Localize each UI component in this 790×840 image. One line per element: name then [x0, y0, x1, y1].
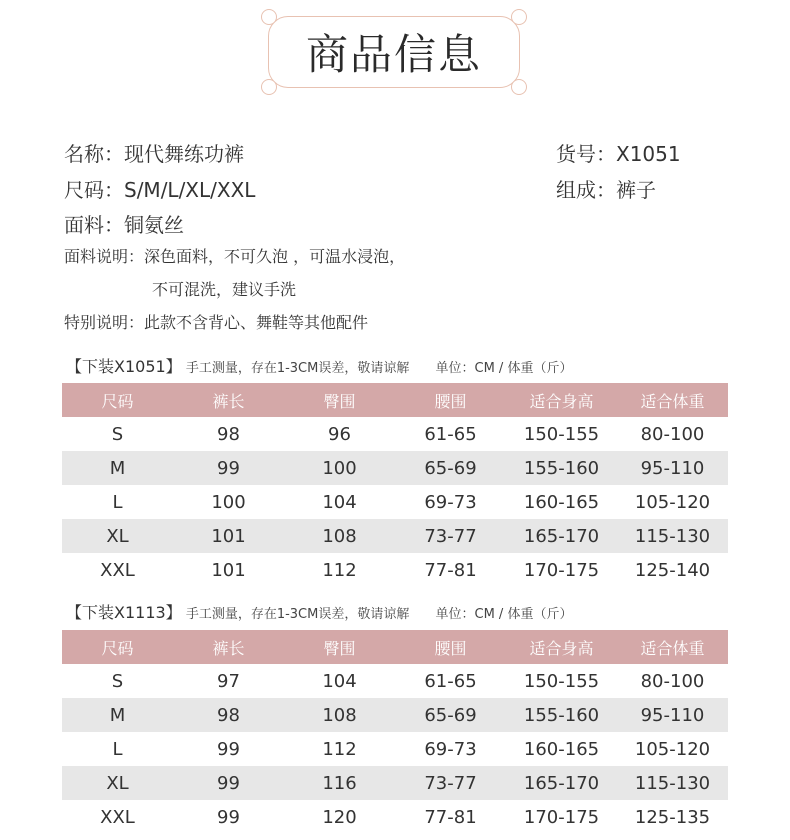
- table-row: [62, 732, 728, 766]
- table-cell: 170-175: [523, 559, 600, 581]
- table-cell: 65-69: [395, 451, 506, 485]
- table-cell: 116: [284, 766, 395, 800]
- table-caption-note: 手工测量，存在1-3CM误差，敬请谅解: [185, 361, 410, 376]
- table-cell: 105-120: [634, 738, 711, 760]
- table-caption-unit: 单位：CM / 体重（斤）: [435, 607, 573, 622]
- table-cell: 105-120: [634, 491, 711, 513]
- table-cell: 69-73: [424, 491, 477, 513]
- code-label: 货号：: [556, 142, 616, 166]
- header-cell: 臀围: [284, 630, 395, 664]
- table-cell: 100: [284, 451, 395, 485]
- table-cell: 108: [284, 519, 395, 553]
- fabric-label: 面料：: [64, 213, 124, 237]
- special-value: 此款不含背心、舞鞋等其他配件: [144, 313, 369, 332]
- special-note: [64, 310, 368, 333]
- product-fabric: [64, 209, 184, 238]
- table-cell: 115-130: [617, 519, 728, 553]
- table-cell: S: [111, 423, 124, 445]
- table-cell: 112: [322, 738, 357, 760]
- product-sizes: [64, 174, 255, 203]
- table-caption: [66, 354, 572, 377]
- table-cell: 95-110: [617, 698, 728, 732]
- header-cell: 适合身高: [506, 383, 617, 417]
- fabric-desc-label: 面料说明：: [64, 247, 145, 266]
- table-cell: L: [112, 738, 123, 760]
- product-composition: [556, 174, 656, 203]
- table-cell: 99: [217, 738, 240, 760]
- size-value: S/M/L/XL/XXL: [124, 178, 256, 202]
- fabric-description-line2: 不可混洗，建议手洗: [152, 280, 297, 299]
- table-cell: 73-77: [395, 519, 506, 553]
- table-cell: M: [62, 698, 173, 732]
- table-cell: 150-155: [523, 423, 600, 445]
- table-cell: 65-69: [395, 698, 506, 732]
- table-cell: 98: [173, 698, 284, 732]
- table-cell: 165-170: [506, 519, 617, 553]
- header-cell: 适合体重: [617, 630, 728, 664]
- table-cell: 150-155: [523, 670, 600, 692]
- table-cell: 80-100: [640, 670, 705, 692]
- product-code: [556, 138, 681, 167]
- table-cell: 104: [322, 670, 357, 692]
- composition-value: 裤子: [616, 178, 656, 202]
- table-cell: M: [62, 451, 173, 485]
- header-cell: 臀围: [284, 383, 395, 417]
- table-row: [62, 417, 728, 451]
- table-cell: 61-65: [424, 670, 477, 692]
- frame-corner: [261, 79, 277, 95]
- table-cell: 98: [217, 423, 240, 445]
- header-cell: 尺码: [62, 383, 173, 417]
- table-row: [62, 698, 728, 732]
- page-title: 商品信息: [305, 30, 482, 79]
- table-row: [62, 664, 728, 698]
- frame-corner: [511, 9, 527, 25]
- header-cell: 裤长: [173, 630, 284, 664]
- fabric-value: 铜氨丝: [124, 213, 184, 237]
- title-frame: [268, 16, 520, 88]
- table-caption-title: 【下装X1113】: [66, 603, 182, 622]
- table-cell: 104: [322, 491, 357, 513]
- frame-corner: [261, 9, 277, 25]
- table-cell: 61-65: [424, 423, 477, 445]
- table-cell: 108: [284, 698, 395, 732]
- table-cell: 100: [211, 491, 246, 513]
- table-cell: 170-175: [523, 806, 600, 828]
- table-cell: XXL: [100, 806, 135, 828]
- table-row: [62, 485, 728, 519]
- table-cell: 69-73: [424, 738, 477, 760]
- table-cell: 97: [217, 670, 240, 692]
- product-name: [64, 138, 244, 167]
- name-value: 现代舞练功裤: [124, 142, 244, 166]
- table-cell: 95-110: [617, 451, 728, 485]
- table-cell: XL: [62, 766, 173, 800]
- fabric-description: [64, 244, 405, 267]
- table-cell: 165-170: [506, 766, 617, 800]
- table-row: [62, 766, 728, 800]
- name-label: 名称：: [64, 142, 124, 166]
- table-cell: 80-100: [640, 423, 705, 445]
- table-header-row: [62, 630, 728, 664]
- table-cell: 120: [322, 806, 357, 828]
- code-value: X1051: [616, 142, 681, 166]
- table-cell: 99: [173, 766, 284, 800]
- table-cell: 115-130: [617, 766, 728, 800]
- table-cell: 101: [211, 559, 246, 581]
- header-cell: 腰围: [395, 630, 506, 664]
- table-cell: 160-165: [523, 491, 600, 513]
- header-cell: 裤长: [173, 383, 284, 417]
- header-cell: 腰围: [395, 383, 506, 417]
- frame-corner: [511, 79, 527, 95]
- table-row: [62, 451, 728, 485]
- composition-label: 组成：: [556, 178, 616, 202]
- table-cell: 125-140: [634, 559, 711, 581]
- special-label: 特别说明：: [64, 313, 145, 332]
- table-cell: 99: [173, 451, 284, 485]
- table-cell: 73-77: [395, 766, 506, 800]
- table-row: [62, 519, 728, 553]
- table-header-row: [62, 383, 728, 417]
- table-cell: 112: [322, 559, 357, 581]
- header-cell: 适合体重: [617, 383, 728, 417]
- table-cell: 77-81: [424, 806, 477, 828]
- table-cell: 155-160: [506, 451, 617, 485]
- table-cell: XL: [62, 519, 173, 553]
- table-cell: 77-81: [424, 559, 477, 581]
- table-cell: L: [112, 491, 123, 513]
- table-row: [62, 800, 728, 834]
- table-caption-title: 【下装X1051】: [66, 357, 182, 376]
- table-cell: 99: [217, 806, 240, 828]
- table-cell: 101: [173, 519, 284, 553]
- table-cell: XXL: [100, 559, 135, 581]
- table-cell: 155-160: [506, 698, 617, 732]
- table-cell: S: [111, 670, 124, 692]
- header-cell: 适合身高: [506, 630, 617, 664]
- table-caption-note: 手工测量，存在1-3CM误差，敬请谅解: [185, 607, 410, 622]
- table-cell: 125-135: [634, 806, 711, 828]
- table-cell: 160-165: [523, 738, 600, 760]
- size-table: [62, 383, 728, 587]
- table-row: [62, 553, 728, 587]
- table-caption-unit: 单位：CM / 体重（斤）: [435, 361, 573, 376]
- header-cell: 尺码: [62, 630, 173, 664]
- size-label: 尺码：: [64, 178, 124, 202]
- size-table: [62, 630, 728, 834]
- fabric-desc-line1: 深色面料，不可久泡 ，可温水浸泡，: [144, 247, 406, 266]
- table-caption: [66, 600, 572, 623]
- table-cell: 96: [328, 423, 351, 445]
